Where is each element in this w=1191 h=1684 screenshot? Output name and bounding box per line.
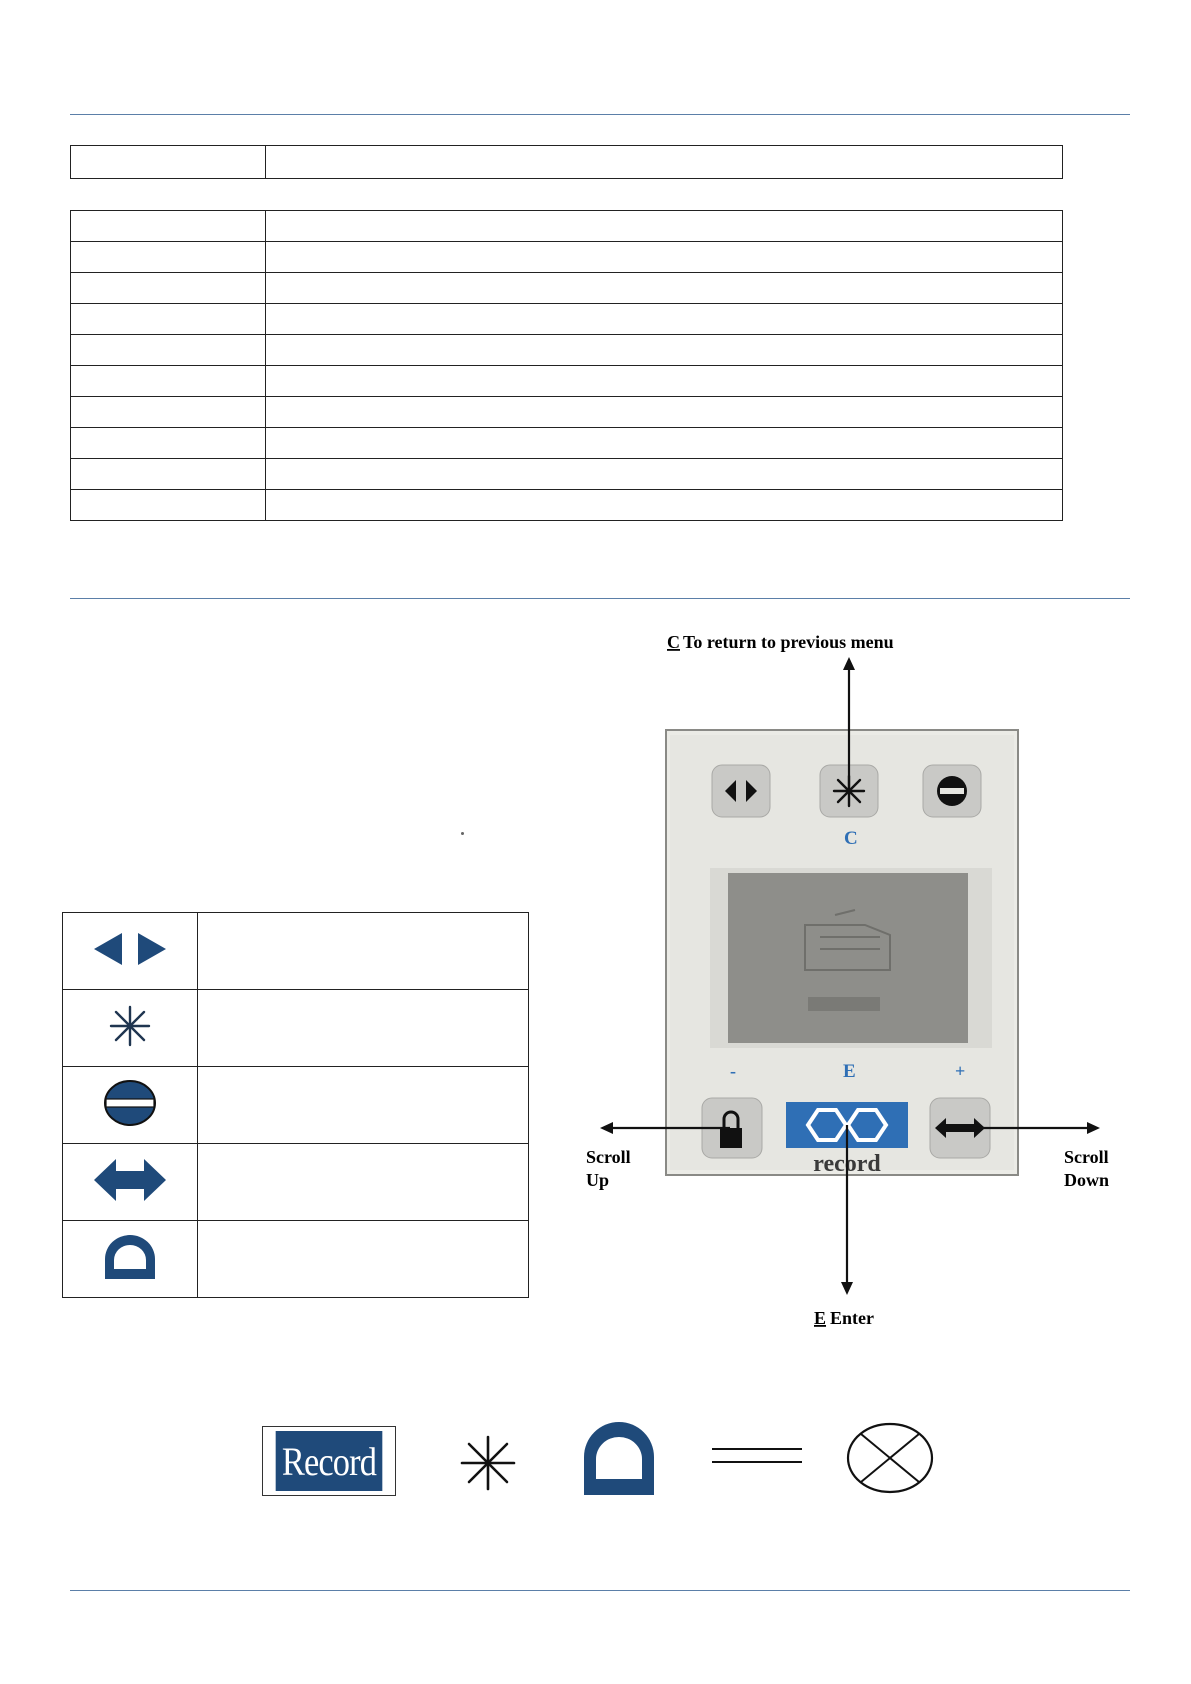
screen-text-bar <box>808 997 880 1011</box>
strip-asterisk-icon <box>458 1433 518 1493</box>
lcd-screen <box>728 873 968 1043</box>
record-badge <box>262 1426 396 1496</box>
spec-cell <box>71 366 266 397</box>
title-table-cell <box>266 146 1063 179</box>
panel-c-label: C <box>844 828 858 849</box>
panel-e-label: E <box>843 1061 856 1082</box>
key-desc-cell <box>198 990 529 1067</box>
asterisk-icon <box>108 1004 152 1048</box>
left-right-arrows-icon <box>90 929 170 969</box>
bottom-label-key: E <box>814 1308 827 1328</box>
left-label-line1: Scroll <box>586 1147 631 1167</box>
double-arrow-icon <box>92 1157 168 1203</box>
title-table-cell <box>71 146 266 179</box>
panel-plus-label: + <box>955 1061 966 1081</box>
panel-minus-label: - <box>730 1061 736 1081</box>
spec-cell <box>266 428 1063 459</box>
brand-label: record <box>813 1151 881 1177</box>
footer-rule <box>70 1590 1130 1591</box>
spec-cell <box>71 335 266 366</box>
minus-button <box>923 765 981 817</box>
half-moon-icon <box>101 1233 159 1281</box>
right-label-line1: Scroll <box>1064 1147 1109 1167</box>
key-desc-cell <box>198 1067 529 1144</box>
strip-crossed-circle-icon <box>844 1420 936 1496</box>
section-rule <box>70 598 1130 599</box>
record-badge-text: Record <box>276 1431 383 1491</box>
spec-cell <box>266 242 1063 273</box>
spec-cell <box>71 273 266 304</box>
spec-cell <box>71 428 266 459</box>
spec-table <box>70 210 1063 521</box>
key-icon-cell <box>63 1067 198 1144</box>
spec-cell <box>71 211 266 242</box>
key-icon-cell <box>63 990 198 1067</box>
key-icon-table <box>62 912 529 1298</box>
key-icon-cell <box>63 913 198 990</box>
minus-circle-icon <box>102 1078 158 1128</box>
left-label-line2: Up <box>586 1170 610 1190</box>
top-label-text: To return to previous menu <box>683 632 894 652</box>
spec-cell <box>266 366 1063 397</box>
arrows-button <box>712 765 770 817</box>
spec-cell <box>71 490 266 521</box>
spec-cell <box>266 335 1063 366</box>
spec-cell <box>266 273 1063 304</box>
spec-cell <box>266 397 1063 428</box>
spec-cell <box>71 459 266 490</box>
right-label-line2: Down <box>1064 1170 1110 1190</box>
strip-half-moon-icon <box>580 1419 658 1497</box>
spec-cell <box>266 211 1063 242</box>
key-desc-cell <box>198 1221 529 1298</box>
key-desc-cell <box>198 1144 529 1221</box>
bottom-label-text: Enter <box>830 1308 874 1328</box>
header-rule <box>70 114 1130 115</box>
strip-equals-line-icon <box>710 1444 804 1468</box>
key-icon-cell <box>63 1221 198 1298</box>
spec-cell <box>266 459 1063 490</box>
control-panel-diagram <box>580 625 1130 1335</box>
key-desc-cell <box>198 913 529 990</box>
spec-cell <box>266 490 1063 521</box>
spec-cell <box>266 304 1063 335</box>
spec-cell <box>71 397 266 428</box>
spec-cell <box>71 304 266 335</box>
key-icon-cell <box>63 1144 198 1221</box>
top-label-key: C <box>667 632 680 652</box>
title-table <box>70 145 1063 179</box>
spec-cell <box>71 242 266 273</box>
speck-mark <box>461 832 464 835</box>
